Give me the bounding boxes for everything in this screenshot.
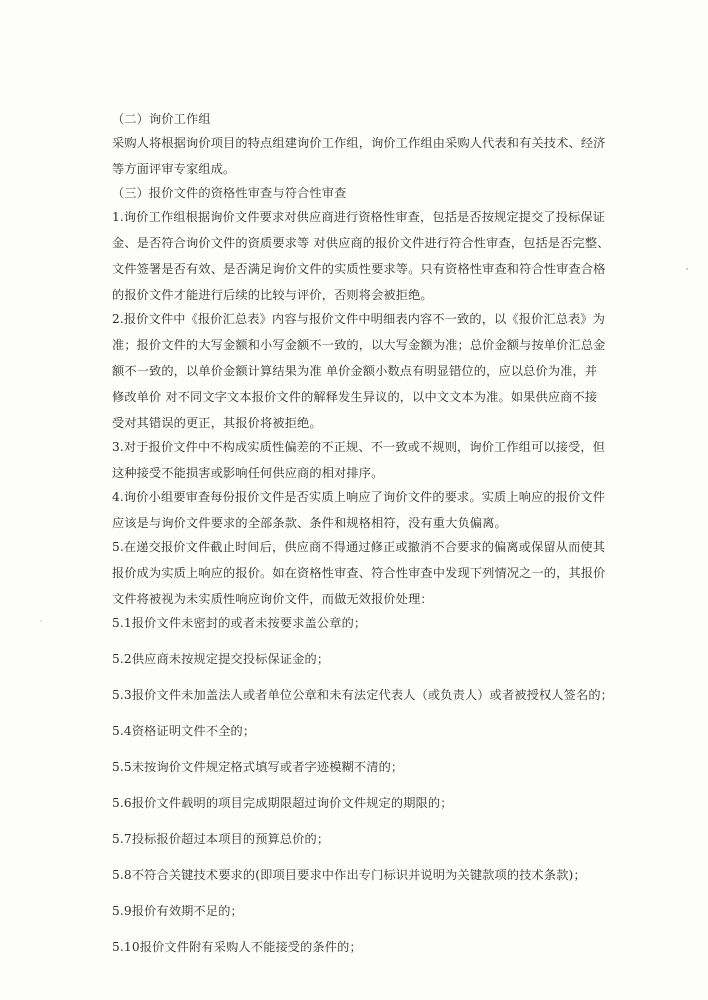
text-line: 的报价文件才能进行后续的比较与评价，否则将会被拒绝。: [112, 288, 433, 302]
list-item: 5.4资格证明文件不全的；: [112, 724, 256, 738]
text-line: 报价成为实质上响应的报价。如在资格性审查、符合性审查中发现下列情况之一的，其报价: [112, 566, 606, 580]
paragraph-5: [112, 540, 604, 606]
text-line: 受对其错误的更正，其报价将被拒绝。: [112, 416, 322, 430]
paragraph-3: [112, 440, 604, 480]
paragraph-1: [112, 210, 610, 302]
text-line: 文件将被视为未实质性响应询价文件，而做无效报价处理：: [112, 592, 433, 606]
text-line: 应该是与询价文件要求的全部条款、条件和规格相符，没有重大负偏离。: [112, 516, 507, 530]
paragraph-2: [112, 312, 604, 430]
text-line: 这种接受不能损害或影响任何供应商的相对排序。: [112, 466, 384, 480]
text-line: 采购人将根据询价项目的特点组建询价工作组，询价工作组由采购人代表和有关技术、经济: [112, 136, 606, 150]
text-line: 1.询价工作组根据询价文件要求对供应商进行资格性审查，包括是否按规定提交了投标保证: [112, 210, 606, 224]
text-line: 金、是否符合询价文件的资质要求等 对供应商的报价文件进行符合性审查，包括是否完整、: [112, 236, 610, 250]
text-line: 2.报价文件中《报价汇总表》内容与报价文件中明细表内容不一致的，以《报价汇总表》为: [112, 312, 606, 326]
text-line: 等方面评审专家组成。: [112, 162, 236, 176]
list-item: 5.7投标报价超过本项目的预算总价的；: [112, 832, 330, 846]
text-line: 修改单价 对不同文字文本报价文件的解释发生异议的，以中文文本为准。如果供应商不接: [112, 390, 598, 404]
list-item: 5.8不符合关键技术要求的(即项目要求中作出专门标识并说明为关键款项的技术条款)；: [112, 868, 586, 882]
list-item: 5.9报价有效期不足的；: [112, 904, 243, 918]
text-line: 3.对于报价文件中不构成实质性偏差的不正规、不一致或不规则，询价工作组可以接受，但: [112, 440, 606, 454]
list-item: 5.1报价文件未密封的或者未按要求盖公章的；: [112, 616, 367, 630]
invalid-bid-list: [112, 616, 613, 954]
scan-speck: [686, 268, 688, 270]
text-line: 4.询价小组要审查每份报价文件是否实质上响应了询价文件的要求。实质上响应的报价文件: [112, 490, 606, 504]
text-line: 5.在递交报价文件截止时间后，供应商不得通过修正或撤消不合要求的偏离或保留从而使其: [112, 540, 606, 554]
paragraph-4: [112, 490, 604, 530]
paragraph-inquiry-group: [112, 136, 604, 176]
list-item: 5.3报价文件未加盖法人或者单位公章和未有法定代表人（或负责人）或者被授权人签名的；: [112, 688, 613, 702]
text-line: 文件签署是否有效、是否满足询价文件的实质性要求等。只有资格性审查和符合性审查合格: [112, 262, 606, 276]
list-item: 5.5未按询价文件规定格式填写或者字迹模糊不清的；: [112, 760, 404, 774]
text-line: 准；报价文件的大写金额和小写金额不一致的，以大写金额为准；总价金额与按单价汇总金: [112, 338, 606, 352]
scan-speck: [40, 620, 42, 622]
list-item: 5.10报价文件附有采购人不能接受的条件的；: [112, 940, 362, 954]
text-line: 额不一致的，以单价金额计算结果为准 单价金额小数点有明显错位的，应以总价为准，并: [112, 364, 598, 378]
list-item: 5.2供应商未按规定提交投标保证金的；: [112, 652, 330, 666]
section-heading-qualification-review: （三）报价文件的资格性审查与符合性审查: [112, 186, 347, 200]
section-heading-inquiry-group: （二）询价工作组: [112, 112, 211, 126]
document-body: [112, 112, 613, 954]
list-item: 5.6报价文件载明的项目完成期限超过询价文件规定的期限的；: [112, 796, 453, 810]
